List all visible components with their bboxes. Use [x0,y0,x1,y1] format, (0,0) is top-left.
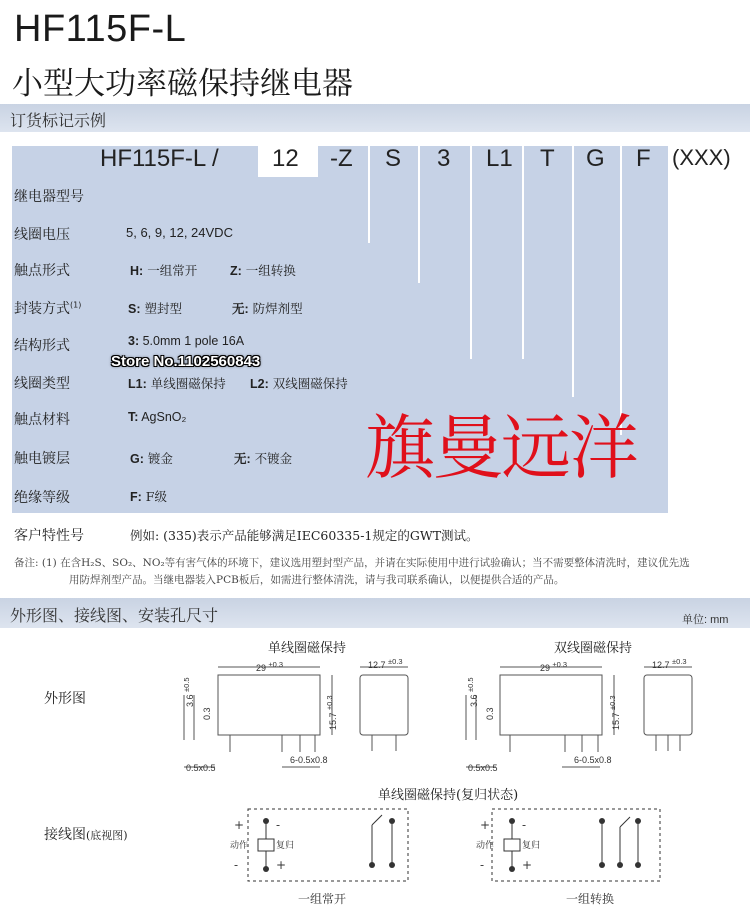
caption-co: 一组转换 [566,892,615,906]
contact-key2: Z: [230,264,242,278]
dim-29-tol: ±0.3 [268,660,284,669]
code-plating: G [586,145,605,172]
plating-val2: 不镀金 [254,451,293,466]
row-material-value [128,410,186,424]
dim-157-left [325,695,338,730]
code-material: T [540,145,555,172]
row-voltage-label: 线圈电压 [14,227,70,243]
row-insulation-value [130,487,167,505]
dim-127-right [652,657,687,670]
dim-157-tol-r: ±0.3 [608,695,617,710]
wiring-label-sub: (底视图) [86,829,128,842]
dim-157-right [608,695,621,730]
dim-157-tol: ±0.3 [325,695,334,710]
structure-val1: 5.0mm 1 pole 16A [142,334,245,348]
double-body [500,675,602,735]
unit-label: 单位: mm [682,614,729,626]
code-model: HF115F-L / [100,145,219,172]
package-key2: 无: [232,302,249,316]
dim-36-r: 3.6 [469,694,479,707]
dim-127-left [368,657,403,670]
wire-right-minus2: - [522,818,527,832]
model-title: HF115F-L [14,8,187,50]
dim-29-left [256,660,283,673]
row-customer-value: 例如: (335)表示产品能够满足IEC60335-1规定的GWT测试。 [130,528,479,543]
row-insulation-label: 绝缘等级 [14,490,70,506]
code-insulation: F [636,145,651,172]
row-voltage-value: 5, 6, 9, 12, 24VDC [126,225,233,240]
dim-36: 3.6 [185,694,195,707]
wiring-label [44,824,128,844]
row-model-label: 继电器型号 [14,189,84,205]
sep [258,175,318,177]
outline-drawings [170,655,750,775]
insulation-key1: F: [130,490,142,504]
wire-right-minus1: - [480,858,485,872]
contact-val2: 一组转换 [245,263,296,278]
wire-left-minus1: - [234,858,239,872]
row-contact-value2 [230,261,296,279]
row-plating-value2 [234,449,292,467]
plating-val1: 镀金 [147,451,173,466]
package-label-sup: (1) [70,300,82,310]
dim-29: 29 [256,663,267,673]
material-key1: T: [128,410,139,424]
row-contact-value [130,261,197,279]
note-line1: 备注: (1) 在含H₂S、SO₂、NO₂等有害气体的环境下，建议选用塑封型产品，并请在实际使用中进行试验确认；当不需要整体清洗时，建议优先选 [14,557,690,569]
wiring-box-no [248,809,408,881]
dim-03-right: 0.3 [485,707,495,720]
dim-03-left: 0.3 [202,707,212,720]
outline-label: 外形图 [44,691,86,707]
row-package-label [14,298,81,318]
col-coil [524,146,574,397]
dim-29-tol-r: ±0.3 [552,660,568,669]
row-plating-label: 触电镀层 [14,451,70,467]
coil-val2: 双线圈磁保持 [272,376,348,391]
wiring-box-co [492,809,660,881]
package-key1: S: [128,302,141,316]
dim-6-right: 6-0.5x0.8 [574,755,612,765]
brand-overlay: 旗曼远洋 [365,407,637,489]
dim-05-left: 0.5x0.5 [186,763,216,773]
row-structure-value [128,334,244,348]
sep [572,146,574,397]
code-contact: -Z [330,145,353,172]
dim-127-tol: ±0.3 [388,657,403,666]
wiring-diagrams [230,805,670,885]
page-subtitle: 小型大功率磁保持继电器 [12,66,353,102]
code-package: S [385,145,402,172]
row-customer-label: 客户特性号 [14,528,84,544]
row-contact-label: 触点形式 [14,263,70,279]
row-coil-label: 线圈类型 [14,376,70,392]
col-structure [472,146,524,359]
row-material-label: 触点材料 [14,412,70,428]
contact-val1: 一组常开 [147,263,198,278]
contact-key1: H: [130,264,144,278]
code-coil: L1 [486,145,513,172]
dimensions-band-title: 外形图、接线图、安装孔尺寸 [10,606,219,625]
wiring-label-text: 接线图 [44,827,86,843]
sep [368,146,370,243]
wire-left-minus2: - [276,818,281,832]
wiring-title: 单线圈磁保持(复归状态) [378,788,519,803]
row-coil-value2 [250,374,348,392]
sep [522,146,524,359]
wire-left-plus2: + [276,858,287,872]
dim-36-tol-r: ±0.5 [466,677,475,692]
ordering-band-title: 订货标记示例 [10,111,107,130]
single-coil-title: 单线圈磁保持 [268,641,347,656]
wire-right-plus2: + [522,858,533,872]
double-coil-title: 双线圈磁保持 [554,641,633,656]
package-val1: 塑封型 [144,301,182,316]
wire-right-reset: 复归 [522,841,541,851]
sep [470,146,472,321]
coil-key1: L1: [128,377,147,391]
row-package-value2 [232,299,303,317]
dim-29-r: 29 [540,663,551,673]
single-body [218,675,320,735]
dim-127-tol-r: ±0.3 [672,657,687,666]
dim-127: 12.7 [368,660,386,670]
note-block [14,555,746,589]
sep [418,146,420,283]
dim-29-right [540,660,567,673]
structure-key1: 3: [128,334,140,348]
wire-left-act: 动作 [230,841,249,851]
dim-127-r: 12.7 [652,660,670,670]
dimensions-band [0,598,750,628]
dim-6-left: 6-0.5x0.8 [290,755,328,765]
ordering-band [0,104,750,132]
coil-val1: 单线圈磁保持 [150,376,226,391]
row-coil-value [128,374,226,392]
dim-36-tol: ±0.5 [182,677,191,692]
row-package-value [128,299,182,317]
wire-right-plus1: + [480,818,491,832]
code-structure: 3 [437,145,451,172]
row-plating-value [130,449,173,467]
store-watermark: Store No.1102560843 [111,353,261,370]
dim-157-r: 15.7 [611,712,621,730]
package-label-text: 封装方式 [14,301,70,317]
dim-157: 15.7 [328,712,338,730]
code-customer: (XXX) [672,145,731,170]
plating-key1: G: [130,452,144,466]
code-voltage: 12 [272,145,299,172]
coil-key2: L2: [250,377,269,391]
wire-left-reset: 复归 [276,841,295,851]
caption-no: 一组常开 [298,892,347,906]
plating-key2: 无: [234,452,251,466]
note-line2: 用防焊剂型产品。当继电器装入PCB板后，如需进行整体清洗，请与我司联系确认，以便提供合适的产品。 [69,574,565,586]
material-val1: AgSnO₂ [141,410,187,424]
wire-left-plus1: + [234,818,245,832]
row-structure-label: 结构形式 [14,338,70,354]
insulation-val1: F级 [145,489,167,504]
dim-36-left [182,677,195,707]
dim-05-right: 0.5x0.5 [468,763,498,773]
wire-right-act: 动作 [476,841,495,851]
package-val2: 防焊剂型 [252,301,303,316]
dim-36-right [466,677,479,707]
